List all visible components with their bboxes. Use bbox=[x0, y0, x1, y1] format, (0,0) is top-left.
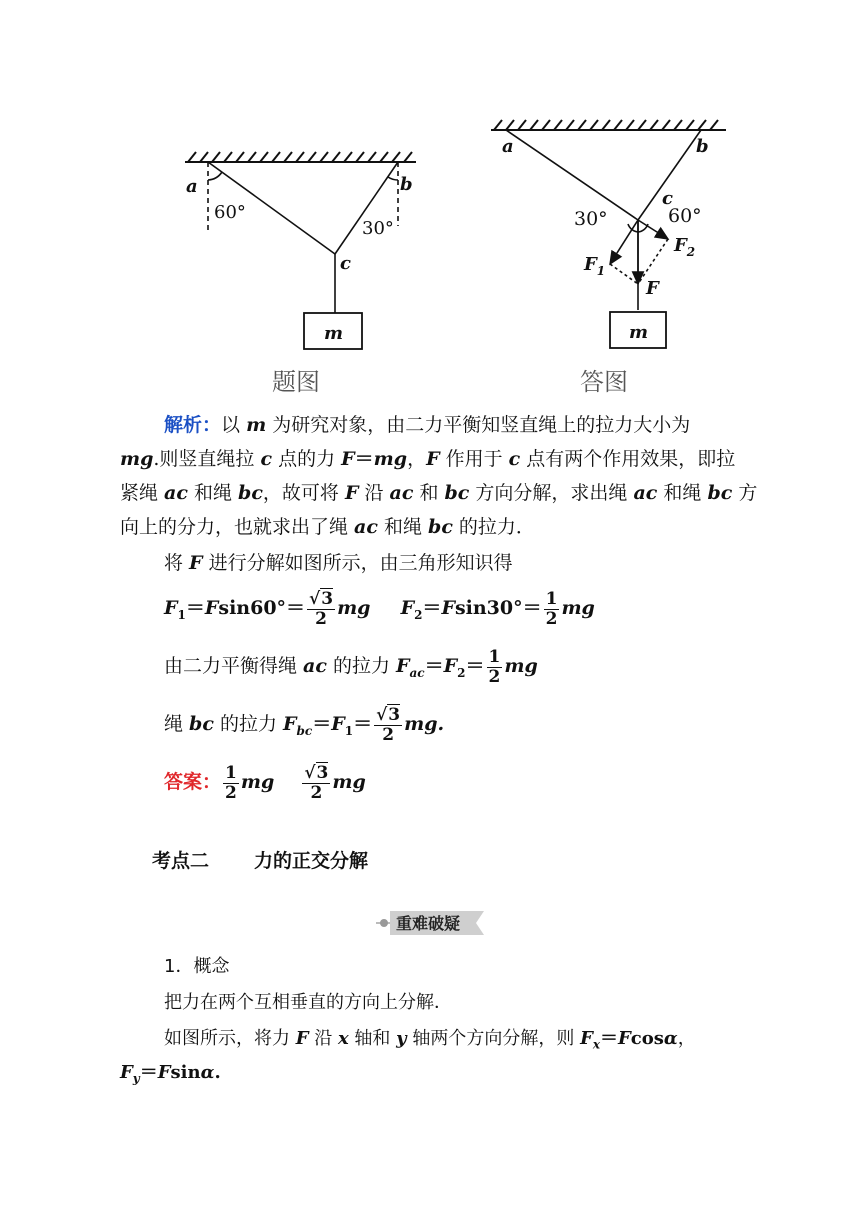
analysis-line-4: 向上的分力，也就求出了绳 ac 和绳 bc 的拉力． bbox=[120, 516, 535, 538]
concept-heading: 1．概念 bbox=[164, 956, 230, 977]
answer-label: 答案： bbox=[164, 771, 222, 793]
equation-line-3: 绳 bc 的拉力 $F_{bc}=F_1=$ $\frac{√3}{2}$ mg. bbox=[164, 704, 445, 745]
fraction-sqrt3-over-2: $\frac{√3}{2}$ bbox=[309, 588, 334, 629]
concept-example-line-2: $F_y=Fsin\alpha$. bbox=[120, 1062, 221, 1086]
point-c-label: c bbox=[662, 188, 673, 209]
angle-a-label: 60° bbox=[214, 202, 246, 223]
fraction-sqrt3-over-2: $\frac{√3}{2}$ bbox=[376, 704, 401, 745]
force-f1-label: $F_1$ bbox=[584, 254, 606, 278]
figure-right bbox=[486, 114, 736, 399]
equation-line-2: 由二力平衡得绳 ac 的拉力 $F_{ac}=F_2=$ $\frac{1}{2}$ mg bbox=[164, 646, 538, 687]
point-a-label: a bbox=[502, 136, 514, 157]
point-c-label: c bbox=[340, 253, 351, 274]
equation-line-1: $F_1=Fsin60^\circ=$ $\frac{√3}{2}$ mg $F_2=Fsin30^\circ=$ $\frac{1}{2}$ mg bbox=[164, 588, 595, 629]
mass-label: m bbox=[629, 322, 649, 343]
badge-label: 重难破疑 bbox=[396, 914, 461, 933]
fraction-1-over-2: $\frac{1}{2}$ bbox=[545, 588, 558, 629]
caption-answer-figure: 答图 bbox=[580, 368, 628, 396]
analysis-line-3: 紧绳 ac 和绳 bc，故可将 F 沿 ac 和 bc 方向分解，求出绳 ac 和绳 bc 方 bbox=[120, 482, 758, 504]
analysis-line-1: 解析：以 m 为研究对象，由二力平衡知竖直绳上的拉力大小为 bbox=[164, 414, 691, 436]
point-b-label: b bbox=[696, 136, 709, 157]
fraction-1-over-2: $\frac{1}{2}$ bbox=[225, 762, 237, 803]
section-title: 力的正交分解 bbox=[254, 850, 369, 872]
figure-left bbox=[180, 150, 420, 395]
concept-example-line-1: 如图所示，将力 F 沿 x 轴和 y 轴两个方向分解，则 $F_x=Fcos\alpha$， bbox=[164, 1028, 696, 1052]
angle-left-label: 30° bbox=[574, 208, 608, 230]
fraction-1-over-2: $\frac{1}{2}$ bbox=[488, 646, 501, 687]
analysis-line-5: 将 F 进行分解如图所示，由三角形知识得 bbox=[164, 552, 513, 574]
answer-line: 答案： $\frac{1}{2}$ mg $\frac{√3}{2}$ mg bbox=[164, 762, 366, 803]
point-a-label: a bbox=[186, 176, 198, 197]
caption-question-figure: 题图 bbox=[272, 368, 320, 395]
analysis-label: 解析： bbox=[164, 414, 222, 436]
concept-definition: 把力在两个互相垂直的方向上分解． bbox=[164, 992, 452, 1013]
analysis-line-2: mg.则竖直绳拉 c 点的力 F＝mg，F 作用于 c 点有两个作用效果，即拉 bbox=[120, 448, 736, 470]
force-f-label: F bbox=[646, 278, 659, 299]
fraction-sqrt3-over-2: $\frac{√3}{2}$ bbox=[304, 762, 329, 803]
point-b-label: b bbox=[400, 174, 413, 195]
difficulty-badge bbox=[376, 908, 488, 938]
angle-right-label: 60° bbox=[668, 205, 702, 227]
force-f2-label: $F_2$ bbox=[674, 235, 696, 259]
mass-label: m bbox=[324, 323, 344, 344]
angle-b-label: 30° bbox=[362, 218, 394, 239]
section-number: 考点二 bbox=[152, 850, 210, 872]
